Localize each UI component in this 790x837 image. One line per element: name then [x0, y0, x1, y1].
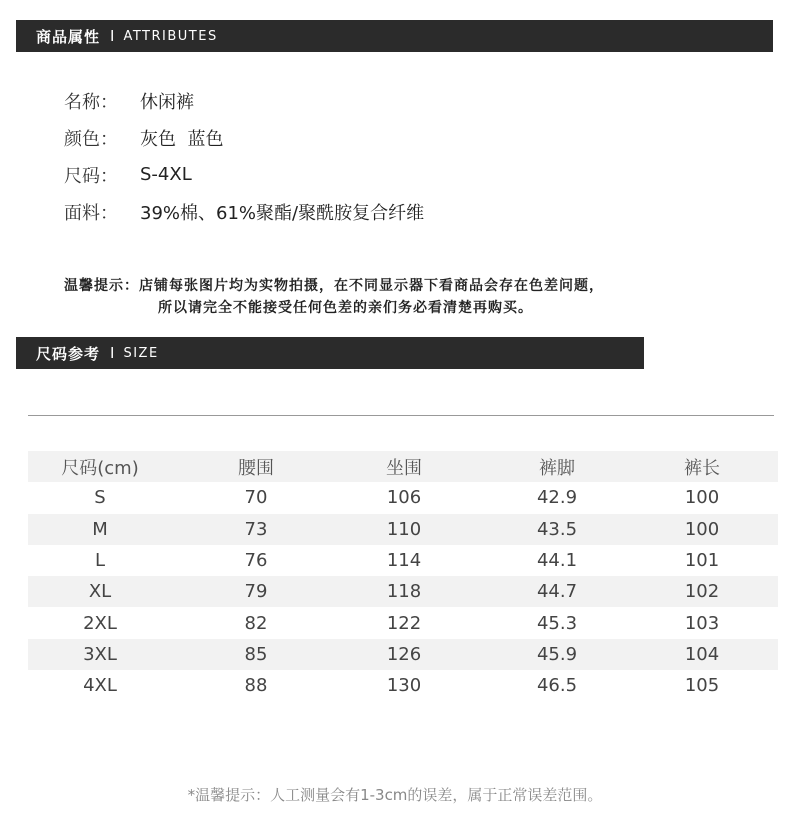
attribute-label: 面料： [64, 202, 118, 224]
cell-hem: 45.9 [536, 643, 578, 665]
attributes-banner-sep: I [110, 27, 116, 45]
size-banner-sep: I [110, 344, 116, 362]
cell-hip: 106 [386, 487, 422, 509]
cell-length: 100 [684, 487, 720, 509]
cell-hem: 42.9 [536, 487, 578, 509]
attribute-value: 39%棉、61%聚酯/聚酰胺复合纤维 [140, 202, 425, 224]
cell-length: 102 [684, 581, 720, 603]
cell-length: 104 [684, 643, 720, 665]
table-row [28, 670, 778, 701]
cell-hem: 46.5 [536, 675, 578, 697]
cell-hip: 130 [386, 675, 422, 697]
attributes-banner-cn: 商品属性 [36, 27, 101, 46]
table-row [28, 514, 778, 545]
attributes-banner [16, 20, 773, 52]
attribute-row-color [64, 119, 424, 156]
cell-size: M [92, 518, 108, 540]
cell-length: 100 [684, 518, 720, 540]
cell-length: 103 [684, 612, 720, 634]
attribute-label: 颜色： [64, 128, 118, 150]
cell-waist: 76 [244, 550, 268, 572]
cell-hem: 44.7 [536, 581, 578, 603]
attribute-value: S-4XL [140, 164, 192, 185]
color-notice-line1: 温馨提示：店铺每张图片均为实物拍摄，在不同显示器下看商品会存在色差问题， [64, 278, 604, 294]
attributes-banner-en: ATTRIBUTES [123, 28, 218, 44]
cell-hem: 43.5 [536, 518, 578, 540]
cell-length: 101 [684, 550, 720, 572]
attribute-list [64, 82, 424, 230]
cell-hip: 122 [386, 612, 422, 634]
attribute-label: 名称： [64, 91, 118, 113]
cell-size: XL [88, 581, 112, 603]
cell-hem: 44.1 [536, 550, 578, 572]
cell-hem: 45.3 [536, 612, 578, 634]
cell-waist: 85 [244, 643, 268, 665]
header-hip: 坐围 [386, 457, 422, 479]
table-row [28, 545, 778, 576]
table-row [28, 639, 778, 670]
attribute-value: 灰色 蓝色 [140, 128, 224, 150]
cell-hip: 114 [386, 550, 422, 572]
cell-length: 105 [684, 675, 720, 697]
cell-hip: 110 [386, 518, 422, 540]
attribute-value: 休闲裤 [140, 91, 194, 113]
table-row [28, 482, 778, 513]
header-hem: 裤脚 [539, 457, 575, 479]
cell-waist: 88 [244, 675, 268, 697]
cell-waist: 73 [244, 518, 268, 540]
attribute-row-size [64, 156, 424, 193]
divider-line [28, 415, 774, 416]
cell-size: 2XL [83, 612, 117, 634]
header-waist: 腰围 [238, 457, 274, 479]
cell-waist: 70 [244, 487, 268, 509]
cell-hip: 126 [386, 643, 422, 665]
table-header-row [28, 451, 778, 482]
header-size: 尺码(cm) [61, 457, 139, 479]
size-banner-cn: 尺码参考 [36, 344, 101, 363]
table-row [28, 576, 778, 607]
cell-size: 4XL [83, 675, 117, 697]
size-table [28, 451, 778, 701]
size-banner [16, 337, 644, 369]
measurement-footnote: *温馨提示：人工测量会有1-3cm的误差，属于正常误差范围。 [187, 786, 603, 804]
table-row [28, 607, 778, 638]
cell-hip: 118 [386, 581, 422, 603]
cell-size: S [94, 487, 106, 509]
cell-waist: 79 [244, 581, 268, 603]
attribute-row-name [64, 82, 424, 119]
attribute-row-fabric [64, 193, 424, 230]
color-notice [64, 275, 604, 319]
cell-size: L [94, 550, 106, 572]
cell-size: 3XL [83, 643, 117, 665]
color-notice-line2: 所以请完全不能接受任何色差的亲们务必看清楚再购买。 [158, 300, 533, 316]
header-length: 裤长 [684, 457, 720, 479]
cell-waist: 82 [244, 612, 268, 634]
attribute-label: 尺码： [64, 165, 118, 187]
size-banner-en: SIZE [123, 345, 159, 361]
